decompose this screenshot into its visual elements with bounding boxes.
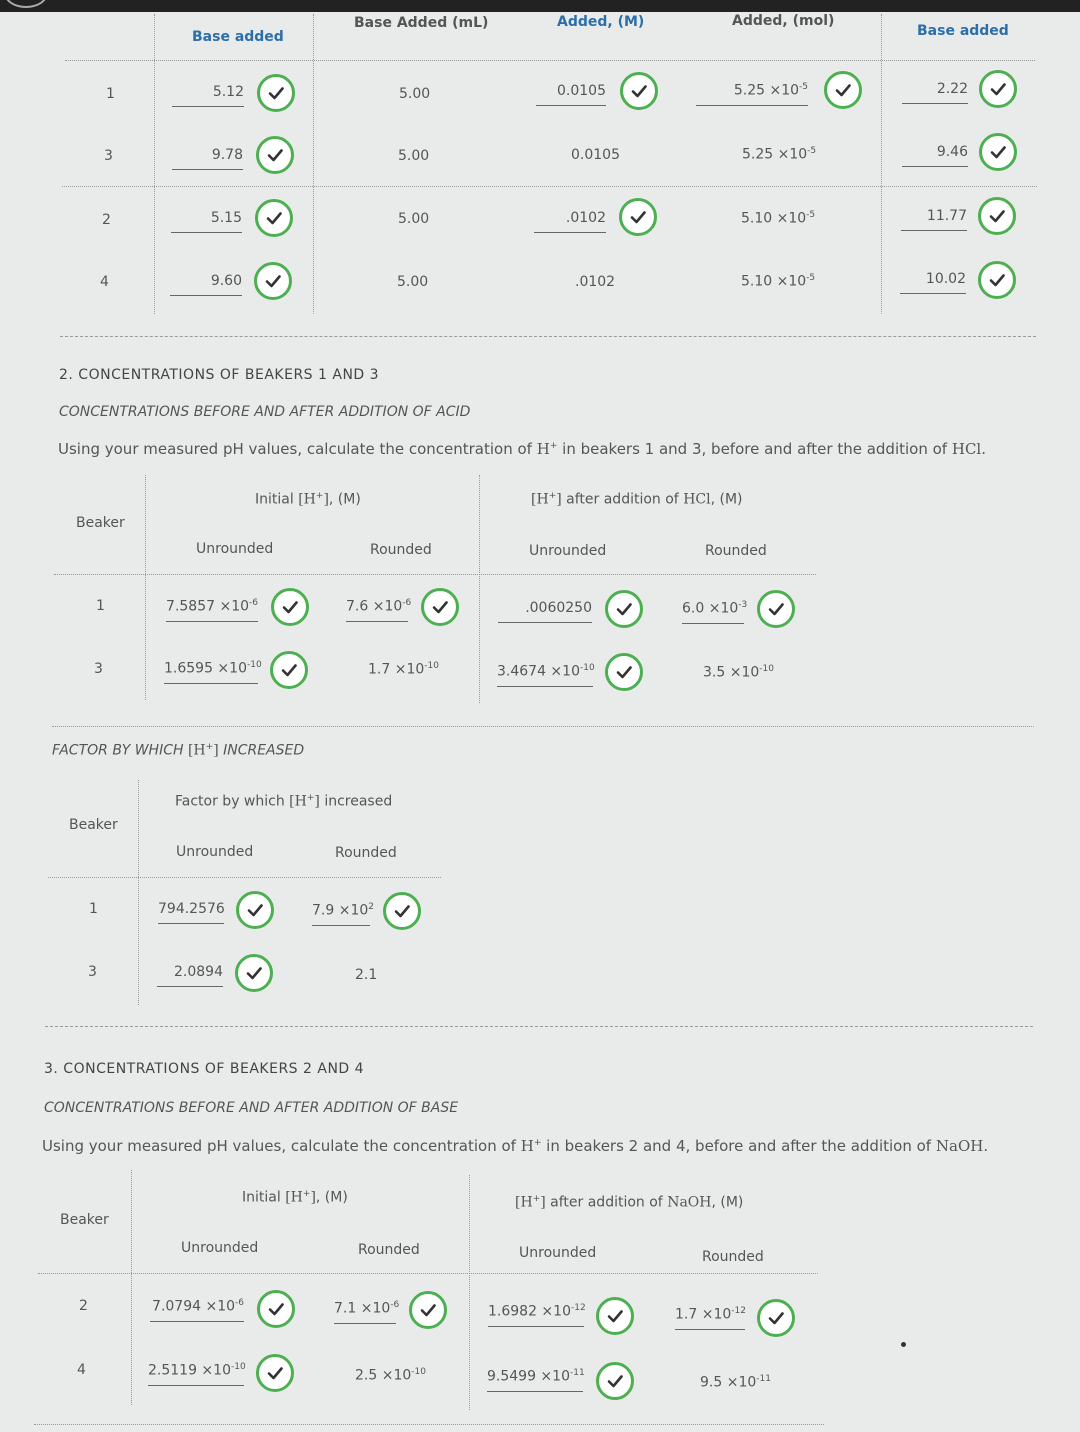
- divider: [154, 14, 155, 314]
- after-rounded-value: $3.5 \times 10^{-10}$: [703, 664, 774, 681]
- initial-rounded-value: $1.7 \times 10^{-10}$: [368, 661, 439, 678]
- base-added-last-input[interactable]: 10.02: [900, 271, 966, 294]
- base-added-input[interactable]: 9.60: [170, 273, 242, 296]
- unrounded-header: Unrounded: [176, 844, 254, 860]
- col-header-base-added-ml: Base Added (mL): [354, 15, 489, 31]
- para-ion: H: [536, 440, 550, 458]
- added-mol-mantissa: 5.10: [741, 273, 773, 290]
- divider: [65, 60, 1035, 61]
- rounded-header: Rounded: [358, 1242, 420, 1258]
- section-title: 3. CONCENTRATIONS OF BEAKERS 2 AND 4: [44, 1061, 365, 1077]
- added-m-value: .0102: [575, 274, 616, 290]
- beaker-number: 4: [100, 274, 109, 290]
- initial-concentration-header: Initial [H+], (M): [242, 1189, 348, 1206]
- after-unrounded-input[interactable]: $9.5499 \times 10^{-11}$: [487, 1368, 583, 1392]
- initial-rounded-input[interactable]: $7.1 \times 10^{-6}$: [334, 1300, 396, 1324]
- section-subtitle: CONCENTRATIONS BEFORE AND AFTER ADDITION OF BASE: [44, 1100, 459, 1116]
- check-circle-icon: [979, 133, 1017, 171]
- beaker-number: 4: [77, 1362, 86, 1378]
- added-mol-input[interactable]: $5.25 \times 10^{-5}$: [696, 82, 808, 106]
- base-added-last-input[interactable]: 11.77: [901, 208, 967, 231]
- added-mol-mantissa: 5.25: [742, 146, 774, 163]
- top-left-circle-icon: [4, 0, 48, 8]
- added-mol-exponent: -5: [799, 82, 808, 92]
- divider: [48, 877, 441, 878]
- col-header-base-added-last: Base added: [917, 23, 1009, 39]
- after-rounded-input[interactable]: $1.7 \times 10^{-12}$: [675, 1306, 745, 1330]
- base-added-input[interactable]: 9.78: [172, 147, 243, 170]
- initial-unrounded-input[interactable]: $7.5857 \times 10^{-6}$: [166, 598, 258, 622]
- check-circle-icon: [978, 197, 1016, 235]
- initial-rounded-input[interactable]: $7.6 \times 10^{-6}$: [346, 598, 408, 622]
- divider: [313, 14, 314, 314]
- after-unit: , (M): [710, 491, 743, 508]
- base-added-input[interactable]: 5.12: [172, 84, 244, 107]
- after-rounded-value: $9.5 \times 10^{-11}$: [700, 1374, 771, 1391]
- beaker-number: 2: [102, 212, 111, 228]
- para-pre: Using your measured pH values, calculate the concentration of: [58, 440, 532, 458]
- unrounded-header: Unrounded: [529, 543, 607, 559]
- initial-concentration-header: Initial [H+], (M): [255, 491, 361, 508]
- check-circle-icon: [978, 261, 1016, 299]
- check-circle-icon: [256, 1354, 294, 1392]
- added-mol-value: $5.10 \times 10^{-5}$: [741, 210, 816, 227]
- initial-rounded-value: $2.5 \times 10^{-10}$: [355, 1367, 426, 1384]
- check-circle-icon: [421, 588, 459, 626]
- added-mol-exponent: -5: [807, 146, 817, 156]
- col-header-added-m: Added, (M): [557, 14, 645, 30]
- factor-unrounded-input[interactable]: 2.0894: [157, 964, 223, 987]
- factor-title: FACTOR BY WHICH [H+] INCREASED: [52, 742, 305, 759]
- check-circle-icon: [257, 74, 295, 112]
- beaker-column-header: Beaker: [76, 515, 125, 531]
- check-circle-icon: [596, 1297, 634, 1335]
- after-label: after addition of: [566, 491, 679, 508]
- added-m-input[interactable]: .0102: [534, 210, 606, 233]
- section-divider: [60, 336, 1036, 337]
- initial-unit: , (M): [328, 491, 361, 508]
- check-circle-icon: [254, 262, 292, 300]
- check-circle-icon: [824, 71, 862, 109]
- check-circle-icon: [409, 1291, 447, 1329]
- divider: [138, 780, 139, 1005]
- col-header-base-added: Base added: [192, 29, 284, 45]
- check-circle-icon: [235, 954, 273, 992]
- divider: [145, 475, 146, 700]
- divider: [38, 1273, 818, 1274]
- initial-unrounded-input[interactable]: $1.6595 \times 10^{-10}$: [164, 660, 258, 684]
- added-mol-mantissa: 5.25: [733, 82, 766, 99]
- section-divider: [45, 1026, 1033, 1027]
- beaker-column-header: Beaker: [69, 817, 118, 833]
- check-circle-icon: [605, 590, 643, 628]
- beaker-number: 2: [79, 1298, 88, 1314]
- divider: [131, 1170, 132, 1405]
- check-circle-icon: [383, 892, 421, 930]
- after-rounded-input[interactable]: $6.0 \times 10^{-3}$: [682, 600, 744, 624]
- check-circle-icon: [271, 588, 309, 626]
- beaker-number: 3: [94, 661, 103, 677]
- initial-unrounded-input[interactable]: $2.5119 \times 10^{-10}$: [148, 1362, 244, 1386]
- divider: [34, 1424, 824, 1425]
- instructions-text: Using your measured pH values, calculate the concentration of H+ in beakers 2 and 4, before and after the addition of NaOH.: [42, 1137, 989, 1155]
- factor-rounded-value: 2.1: [355, 967, 378, 983]
- after-unrounded-input[interactable]: .0060250: [498, 600, 592, 623]
- added-mol-value: $5.25 \times 10^{-5}$: [742, 146, 817, 163]
- divider: [54, 574, 816, 575]
- check-circle-icon: [979, 70, 1017, 108]
- section-divider: [52, 726, 1034, 727]
- beaker-number: 1: [96, 598, 105, 614]
- col-header-added-mol: Added, (mol): [732, 13, 835, 29]
- beaker-column-header: Beaker: [60, 1212, 109, 1228]
- rounded-header: Rounded: [702, 1249, 764, 1265]
- check-circle-icon: [619, 198, 657, 236]
- check-circle-icon: [255, 199, 293, 237]
- added-mol-exponent: -5: [806, 210, 816, 220]
- volume-value: 5.00: [398, 148, 430, 164]
- rounded-header: Rounded: [335, 845, 397, 861]
- check-circle-icon: [236, 891, 274, 929]
- factor-unrounded-input[interactable]: 794.2576: [158, 901, 224, 924]
- rounded-header: Rounded: [705, 543, 767, 559]
- check-circle-icon: [596, 1362, 634, 1400]
- beaker-number: 1: [106, 86, 115, 102]
- check-circle-icon: [605, 653, 643, 691]
- beaker-number: 1: [89, 901, 98, 917]
- factor-header: Factor by which [H+] increased: [175, 793, 393, 810]
- volume-value: 5.00: [398, 211, 430, 227]
- after-concentration-header: [H+] after addition of HCl, (M): [531, 491, 743, 508]
- added-m-input[interactable]: 0.0105: [536, 83, 606, 106]
- unrounded-header: Unrounded: [196, 541, 274, 557]
- after-unrounded-input[interactable]: $1.6982 \times 10^{-12}$: [488, 1303, 584, 1327]
- check-circle-icon: [620, 72, 658, 110]
- top-bar: [0, 0, 1080, 12]
- volume-value: 5.00: [397, 274, 429, 290]
- instructions-text: [58, 440, 986, 458]
- added-mol-mantissa: 5.10: [741, 210, 773, 227]
- para-reagent: HCl.: [951, 440, 986, 458]
- hplus-label: H: [536, 491, 549, 508]
- after-unrounded-input[interactable]: $3.4674 \times 10^{-10}$: [497, 663, 593, 687]
- beaker-number: 3: [88, 964, 97, 980]
- divider: [479, 475, 480, 703]
- check-circle-icon: [757, 590, 795, 628]
- added-mol-exponent: -5: [806, 273, 816, 283]
- unrounded-header: Unrounded: [519, 1245, 597, 1261]
- divider: [881, 14, 882, 314]
- para-ion-charge: +: [549, 441, 558, 451]
- section-title: 2. CONCENTRATIONS OF BEAKERS 1 AND 3: [59, 367, 380, 383]
- base-added-last-input[interactable]: 2.22: [902, 81, 968, 104]
- volume-value: 5.00: [399, 86, 431, 102]
- stray-dot: [901, 1342, 906, 1347]
- rounded-header: Rounded: [370, 542, 432, 558]
- check-circle-icon: [257, 1290, 295, 1328]
- divider: [469, 1175, 470, 1410]
- initial-unrounded-input[interactable]: $7.0794 \times 10^{-6}$: [150, 1298, 244, 1322]
- unrounded-header: Unrounded: [181, 1240, 259, 1256]
- beaker-number: 3: [104, 148, 113, 164]
- initial-label: Initial: [255, 491, 294, 508]
- after-reagent: HCl: [683, 491, 711, 508]
- hplus-label: H: [303, 491, 316, 508]
- section-subtitle: CONCENTRATIONS BEFORE AND AFTER ADDITION OF ACID: [59, 404, 471, 420]
- factor-rounded-input[interactable]: $7.9 \times 10^2$: [312, 902, 370, 926]
- added-m-value: 0.0105: [571, 147, 620, 163]
- check-circle-icon: [256, 136, 294, 174]
- check-circle-icon: [757, 1299, 795, 1337]
- check-circle-icon: [270, 651, 308, 689]
- added-mol-value: $5.10 \times 10^{-5}$: [741, 273, 816, 290]
- base-added-last-input[interactable]: 9.46: [902, 144, 968, 167]
- base-added-input[interactable]: 5.15: [171, 210, 242, 233]
- divider: [62, 186, 1037, 187]
- para-post: in beakers 1 and 3, before and after the addition of: [562, 440, 948, 458]
- after-concentration-header: [H+] after addition of NaOH, (M): [515, 1194, 744, 1211]
